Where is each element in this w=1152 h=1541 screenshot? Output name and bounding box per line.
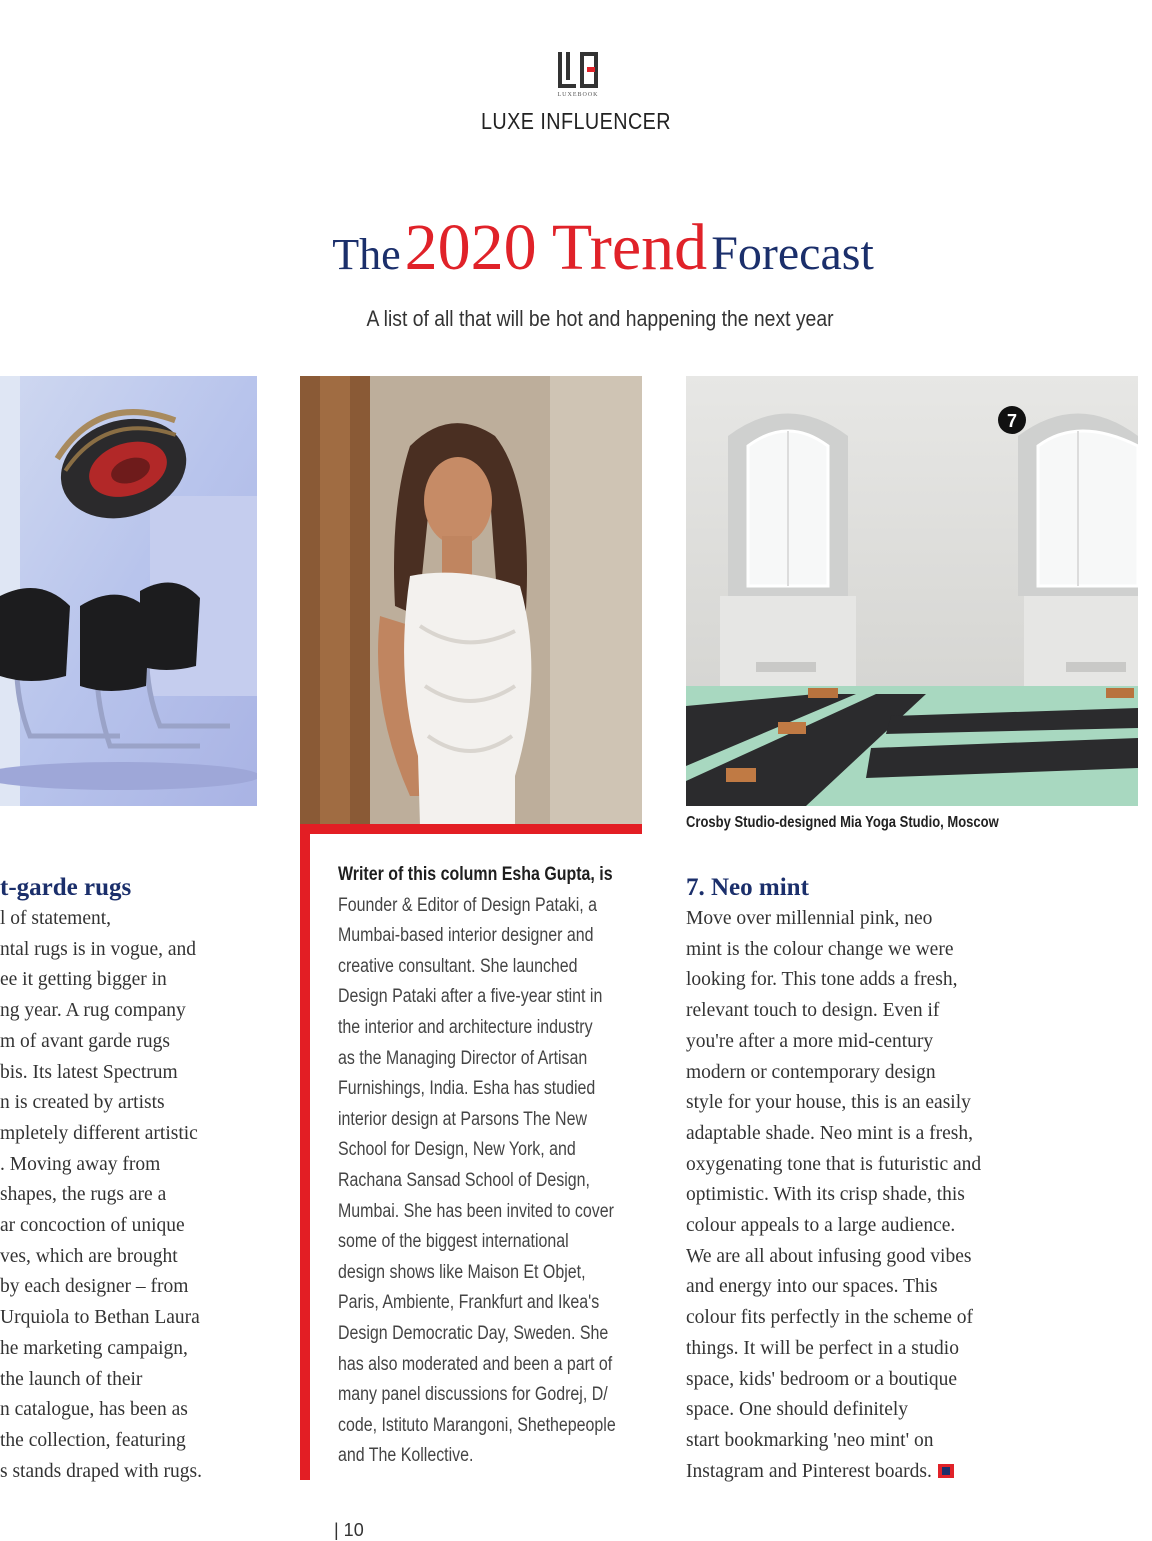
right-article-line: oxygenating tone that is futuristic and <box>686 1153 982 1175</box>
bio-line: some of the biggest international <box>338 1231 569 1253</box>
left-article-line: ee it getting bigger in <box>0 969 167 991</box>
left-article-line: the launch of their <box>0 1368 143 1390</box>
bio-line: has also moderated and been a part of <box>338 1353 613 1375</box>
right-article-line: colour appeals to a large audience. <box>686 1215 956 1237</box>
left-article-heading: t-garde rugs <box>0 874 132 901</box>
bio-line: Writer of this column Esha Gupta, is <box>338 864 613 885</box>
left-article-line: ntal rugs is in vogue, and <box>0 938 197 960</box>
yoga-photo-caption: Crosby Studio-designed Mia Yoga Studio, Moscow <box>686 814 999 831</box>
bio-line: Design Democratic Day, Sweden. She <box>338 1322 609 1344</box>
bio-line: Furnishings, India. Esha has studied <box>338 1078 596 1100</box>
right-article-heading: 7. Neo mint <box>686 874 809 901</box>
bio-line: interior design at Parsons The New <box>338 1108 587 1130</box>
right-article-line: Move over millennial pink, neo <box>686 908 933 929</box>
bio-line: Mumbai-based interior designer and <box>338 925 594 947</box>
bio-line: School for Design, New York, and <box>338 1139 576 1161</box>
title-part-forecast: Forecast <box>711 227 874 280</box>
right-article-line: We are all about infusing good vibes <box>686 1245 972 1267</box>
right-article-line: looking for. This tone adds a fresh, <box>686 969 958 991</box>
left-article-line: . Moving away from <box>0 1153 161 1175</box>
right-article-body <box>686 904 1106 1487</box>
right-article-line: relevant touch to design. Even if <box>686 1000 940 1022</box>
bio-line: design shows like Maison Et Objet, <box>338 1261 586 1283</box>
logo-text: LUXEBOOK <box>557 92 599 98</box>
bio-line: and The Kollective. <box>338 1445 474 1467</box>
left-article-line: the collection, featuring <box>0 1429 186 1451</box>
right-article-line: space. One should definitely <box>686 1399 909 1421</box>
bio-frame-top <box>300 824 642 834</box>
right-article-line: start bookmarking 'neo mint' on <box>686 1429 934 1451</box>
right-article-line: and energy into our spaces. This <box>686 1276 938 1298</box>
rugs-photo <box>0 376 257 806</box>
left-article-line: n catalogue, has been as <box>0 1399 188 1421</box>
bio-line: creative consultant. She launched <box>338 955 578 977</box>
left-article-line: by each designer – from <box>0 1276 189 1298</box>
right-article-line: things. It will be perfect in a studio <box>686 1337 959 1359</box>
article-end-icon <box>938 1464 954 1478</box>
right-article-line: modern or contemporary design <box>686 1061 936 1083</box>
left-article-line: ar concoction of unique <box>0 1215 185 1237</box>
right-article-line: style for your house, this is an easily <box>686 1092 971 1114</box>
bio-line: Rachana Sansad School of Design, <box>338 1169 590 1191</box>
luxebook-logo-icon <box>556 50 602 94</box>
section-label: LUXE INFLUENCER <box>480 108 672 134</box>
right-article-line: mint is the colour change we were <box>686 938 954 960</box>
left-article-line: s stands draped with rugs. <box>0 1460 203 1482</box>
left-article-line: ng year. A rug company <box>0 1000 186 1022</box>
right-article-line: space, kids' bedroom or a boutique <box>686 1368 958 1390</box>
bio-line: the interior and architecture industry <box>338 1016 593 1038</box>
right-article-line: optimistic. With its crisp shade, this <box>686 1184 965 1206</box>
left-article-body <box>0 904 260 1487</box>
writer-photo <box>300 376 642 826</box>
left-article-line: n is created by artists <box>0 1092 165 1114</box>
bio-line: Design Pataki after a five-year stint in <box>338 986 603 1008</box>
left-article-line: Urquiola to Bethan Laura <box>0 1307 200 1329</box>
title-part-2020-trend: 2020 Trend <box>404 211 708 284</box>
left-article-line: shapes, the rugs are a <box>0 1184 167 1206</box>
left-article-line: m of avant garde rugs <box>0 1030 171 1052</box>
title-part-the: The <box>332 230 401 279</box>
bio-line: Paris, Ambiente, Frankfurt and Ikea's <box>338 1292 600 1314</box>
page-subtitle: A list of all that will be hot and happening the next year <box>366 306 834 331</box>
page-number: | 10 <box>334 1520 364 1540</box>
yoga-badge-number: 7 <box>1006 411 1018 431</box>
writer-bio <box>338 860 616 1472</box>
bio-frame-left <box>300 824 310 1480</box>
left-article-line: he marketing campaign, <box>0 1337 188 1359</box>
yoga-studio-photo <box>686 376 1138 806</box>
bio-line: Founder & Editor of Design Pataki, a <box>338 894 598 916</box>
left-article-line: mpletely different artistic <box>0 1122 198 1144</box>
right-article-line: colour fits perfectly in the scheme of <box>686 1307 973 1329</box>
left-article-line: l of statement, <box>0 908 112 929</box>
right-article-line: Instagram and Pinterest boards. <box>686 1457 1106 1488</box>
bio-line: as the Managing Director of Artisan <box>338 1047 588 1069</box>
bio-line: code, Istituto Marangoni, Shethepeople <box>338 1414 616 1436</box>
right-article-line: adaptable shade. Neo mint is a fresh, <box>686 1122 973 1144</box>
bio-line: many panel discussions for Godrej, D/ <box>338 1384 608 1406</box>
page-title <box>0 210 1152 286</box>
bio-line: Mumbai. She has been invited to cover <box>338 1200 614 1222</box>
right-article-line: you're after a more mid-century <box>686 1030 934 1052</box>
left-article-line: bis. Its latest Spectrum <box>0 1061 178 1083</box>
left-article-line: ves, which are brought <box>0 1245 178 1267</box>
